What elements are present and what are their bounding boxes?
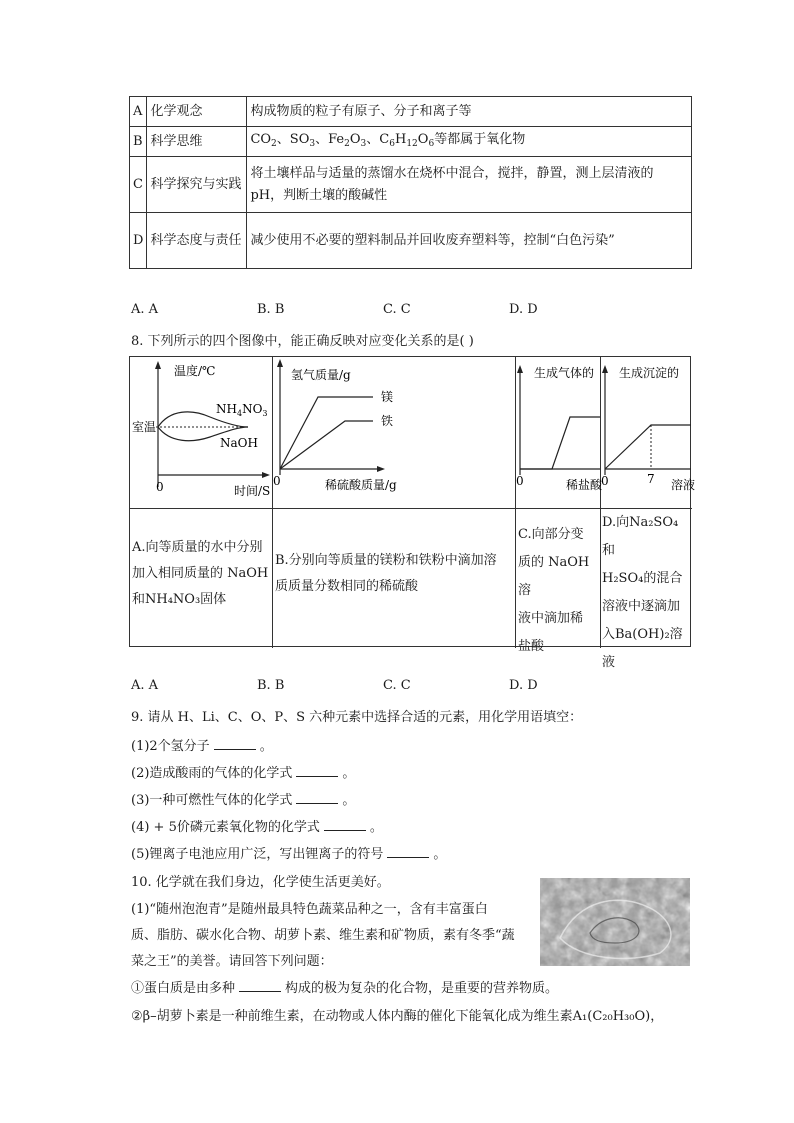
q9-item-1: (1)2个氢分子 。 — [131, 739, 273, 754]
graph-d-xlabel: 溶液 — [671, 478, 696, 492]
q8-graph-table — [129, 356, 696, 670]
graph-c-origin: 0 — [516, 474, 524, 488]
q10-p4: ①蛋白质是由多种 构成的极为复杂的化合物，是重要的营养物质。 — [131, 981, 559, 996]
row-content: 减少使用不必要的塑料制品并回收废弃塑料等，控制“白色污染” — [247, 213, 692, 269]
option-b[interactable]: B. B — [257, 678, 285, 693]
graph-d — [601, 357, 696, 508]
answer-blank[interactable] — [239, 979, 281, 992]
q9-stem: 9. 请从 H、Li、C、O、P、S 六种元素中选择合适的元素，用化学用语填空： — [131, 710, 583, 725]
option-b[interactable]: B. B — [257, 302, 285, 317]
caption-b: B.分别向等质量的镁粉和铁粉中滴加溶 质质量分数相同的稀硫酸 — [275, 553, 497, 594]
graph-a-ylabel: 温度/℃ — [174, 364, 216, 378]
caption-c: C.向部分变 质的 NaOH 溶 液中滴加稀 盐酸 — [518, 527, 590, 654]
row-letter: A — [130, 97, 147, 127]
row-letter: C — [130, 157, 147, 213]
graph-b-fe: 铁 — [381, 414, 394, 428]
row-content-formulas: $CO_2$、$SO_3$、$Fe_2O_3$、$C_6H_{12}O_6$等都属于氧化物 — [247, 127, 692, 157]
q9-item-4: (4) + 5价磷元素氧化物的化学式 。 — [131, 820, 383, 835]
graph-b — [273, 357, 515, 508]
graph-a-lower: NaOH — [220, 436, 258, 450]
q10-p2: 质、脂肪、碳水化合物、胡萝卜素、维生素和矿物质，素有冬季“蔬 — [131, 928, 515, 943]
answer-blank[interactable] — [387, 845, 429, 858]
row-letter: B — [130, 127, 147, 157]
caption-a: A.向等质量的水中分别 加入相同质量的 NaOH 和NH₄NO₃固体 — [132, 540, 269, 607]
graph-b-ylabel: 氢气质量/g — [291, 368, 351, 382]
graph-a-room: 室温 — [132, 420, 157, 434]
graph-d-tick: 7 — [647, 472, 655, 486]
answer-blank[interactable] — [324, 818, 366, 831]
q10-p3: 菜之王”的美誉。请回答下列问题： — [131, 954, 333, 969]
graph-d-ylabel: 生成沉淀的 — [619, 366, 680, 380]
graph-a-xlabel: 时间/S — [234, 484, 271, 498]
graph-a — [130, 357, 272, 508]
answer-blank[interactable] — [296, 764, 338, 777]
concept-table — [129, 96, 692, 269]
q10-stem: 10. 化学就在我们身边，化学使生活更美好。 — [131, 875, 390, 890]
vegetable-photo — [540, 878, 690, 966]
graph-a-origin: 0 — [156, 480, 164, 494]
graph-b-mg: 镁 — [381, 390, 394, 404]
row-content: 将土壤样品与适量的蒸馏水在烧杯中混合，搅拌，静置，测上层清液的 pH，判断土壤的酸碱性 — [247, 157, 692, 213]
graph-d-origin: 0 — [601, 474, 609, 488]
row-label: 科学态度与责任 — [147, 213, 247, 269]
graph-c-xlabel: 稀盐酸 — [566, 478, 603, 492]
q9-item-3: (3)一种可燃性气体的化学式 。 — [131, 793, 356, 808]
caption-d: D.向Na₂SO₄和 H₂SO₄的混合 溶液中逐滴加 入Ba(OH)₂溶 液 — [602, 515, 683, 670]
q8-stem: 8. 下列所示的四个图像中，能正确反映对应变化关系的是( ) — [131, 334, 474, 349]
q9-item-2: (2)造成酸雨的气体的化学式 。 — [131, 766, 356, 781]
option-a[interactable]: A. A — [131, 302, 159, 317]
graph-a-upper: $NH_4NO_3$ — [216, 402, 268, 418]
q9-item-5: (5)锂离子电池应用广泛，写出锂离子的符号 。 — [131, 847, 447, 862]
q10-p5: ②β–胡萝卜素是一种前维生素，在动物或人体内酶的催化下能氧化成为维生素A₁(C₂₀H₃₀O)， — [131, 1009, 664, 1024]
option-d[interactable]: D. D — [509, 302, 538, 317]
q10-p1: (1)“随州泡泡青”是随州最具特色蔬菜品种之一，含有丰富蛋白 — [131, 902, 488, 917]
row-label: 科学探究与实践 — [147, 157, 247, 213]
graph-b-xlabel: 稀硫酸质量/g — [325, 478, 397, 492]
graph-b-origin: 0 — [273, 474, 281, 488]
option-c[interactable]: C. C — [383, 678, 411, 693]
option-c[interactable]: C. C — [383, 302, 411, 317]
row-content: 构成物质的粒子有原子、分子和离子等 — [247, 97, 692, 127]
graph-c-ylabel: 生成气体的 — [534, 366, 595, 380]
row-label: 化学观念 — [147, 97, 247, 127]
option-d[interactable]: D. D — [509, 678, 538, 693]
row-label: 科学思维 — [147, 127, 247, 157]
answer-blank[interactable] — [296, 791, 338, 804]
option-a[interactable]: A. A — [131, 678, 159, 693]
answer-blank[interactable] — [214, 737, 256, 750]
row-letter: D — [130, 213, 147, 269]
graph-c — [516, 357, 603, 508]
